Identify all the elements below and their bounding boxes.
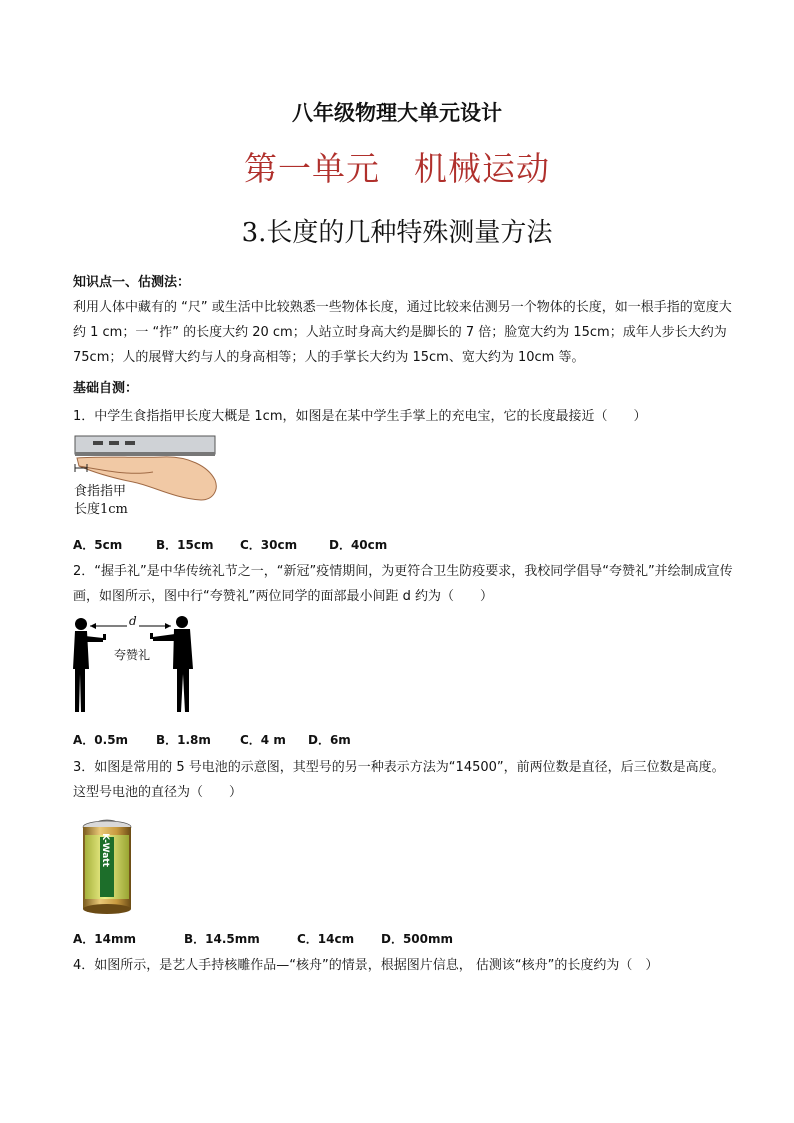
q1-option-d[interactable]: D．40cm: [329, 538, 388, 552]
q2-option-b[interactable]: B．1.8m: [156, 733, 211, 747]
section1-heading: 知识点一、估测法：: [73, 275, 191, 290]
self-test-heading: 基础自测：: [73, 381, 139, 396]
question-4-text: 4．如图所示，是艺人手持核雕作品—“核舟”的情景，根据图片信息， 估测该“核舟”的长度约为（ ）: [73, 958, 659, 973]
q3-option-d[interactable]: D．500mm: [381, 932, 454, 946]
q1-option-b[interactable]: B．15cm: [156, 538, 214, 552]
praise-gesture-silhouettes: [73, 614, 203, 714]
question-1-figure-label: [74, 483, 128, 519]
q3-option-c[interactable]: C．14cm: [297, 932, 355, 946]
question-1-text: 1．中学生食指指甲长度大概是 1cm，如图是在某中学生手掌上的充电宝，它的长度最接近（ ）: [73, 409, 647, 424]
battery-brand-label: K-Watt: [100, 833, 110, 867]
unit-title: 第一单元 机械运动: [244, 149, 550, 188]
q1-option-c[interactable]: C．30cm: [240, 538, 298, 552]
question-2-options: [73, 731, 351, 748]
section1-body: 利用人体中藏有的 “尺” 或生活中比较熟悉一些物体长度，通过比较来估测另一个物体的长度，如一根手指的宽度大约 1 cm；一 “拃” 的长度大约 20 cm；人站立时身高大约是脚长的 7 倍；脸宽大约为 15cm；成年人步长大约为 75cm；人的展臂大约与人的身高相等；人的手掌长大约为 15cm、宽大约为 10cm 等。: [73, 300, 732, 365]
grade-title: 八年级物理大单元设计: [292, 100, 502, 125]
figure-label-line1: 食指指甲: [74, 484, 127, 499]
q3-option-a[interactable]: A．14mm: [73, 932, 136, 946]
question-3-options: [73, 930, 453, 947]
q2-option-a[interactable]: A．0.5m: [73, 733, 129, 747]
question-2-figure: [73, 614, 203, 714]
q2-option-d[interactable]: D．6m: [308, 733, 351, 747]
q1-option-a[interactable]: A．5cm: [73, 538, 123, 552]
question-2-distance-label: d: [129, 614, 137, 628]
question-2-figure-label: 夸赞礼: [114, 648, 151, 662]
figure-label-line2: 长度1cm: [74, 502, 128, 517]
q3-option-b[interactable]: B．14.5mm: [184, 932, 260, 946]
question-1-options: [73, 536, 387, 553]
question-3-text: 3．如图是常用的 5 号电池的示意图，其型号的另一种表示方法为“14500”，前两位数是直径，后三位数是高度。这型号电池的直径为（ ）: [73, 760, 725, 800]
q2-option-c[interactable]: C．4 m: [240, 733, 286, 747]
lesson-title: 3.长度的几种特殊测量方法: [241, 218, 553, 248]
question-2-text: 2．“握手礼”是中华传统礼节之一，“新冠”疫情期间，为更符合卫生防疫要求，我校同学倡导“夸赞礼”并绘制成宣传画，如图所示，图中行“夸赞礼”两位同学的面部最小间距 d 约为（ ）: [73, 564, 733, 604]
